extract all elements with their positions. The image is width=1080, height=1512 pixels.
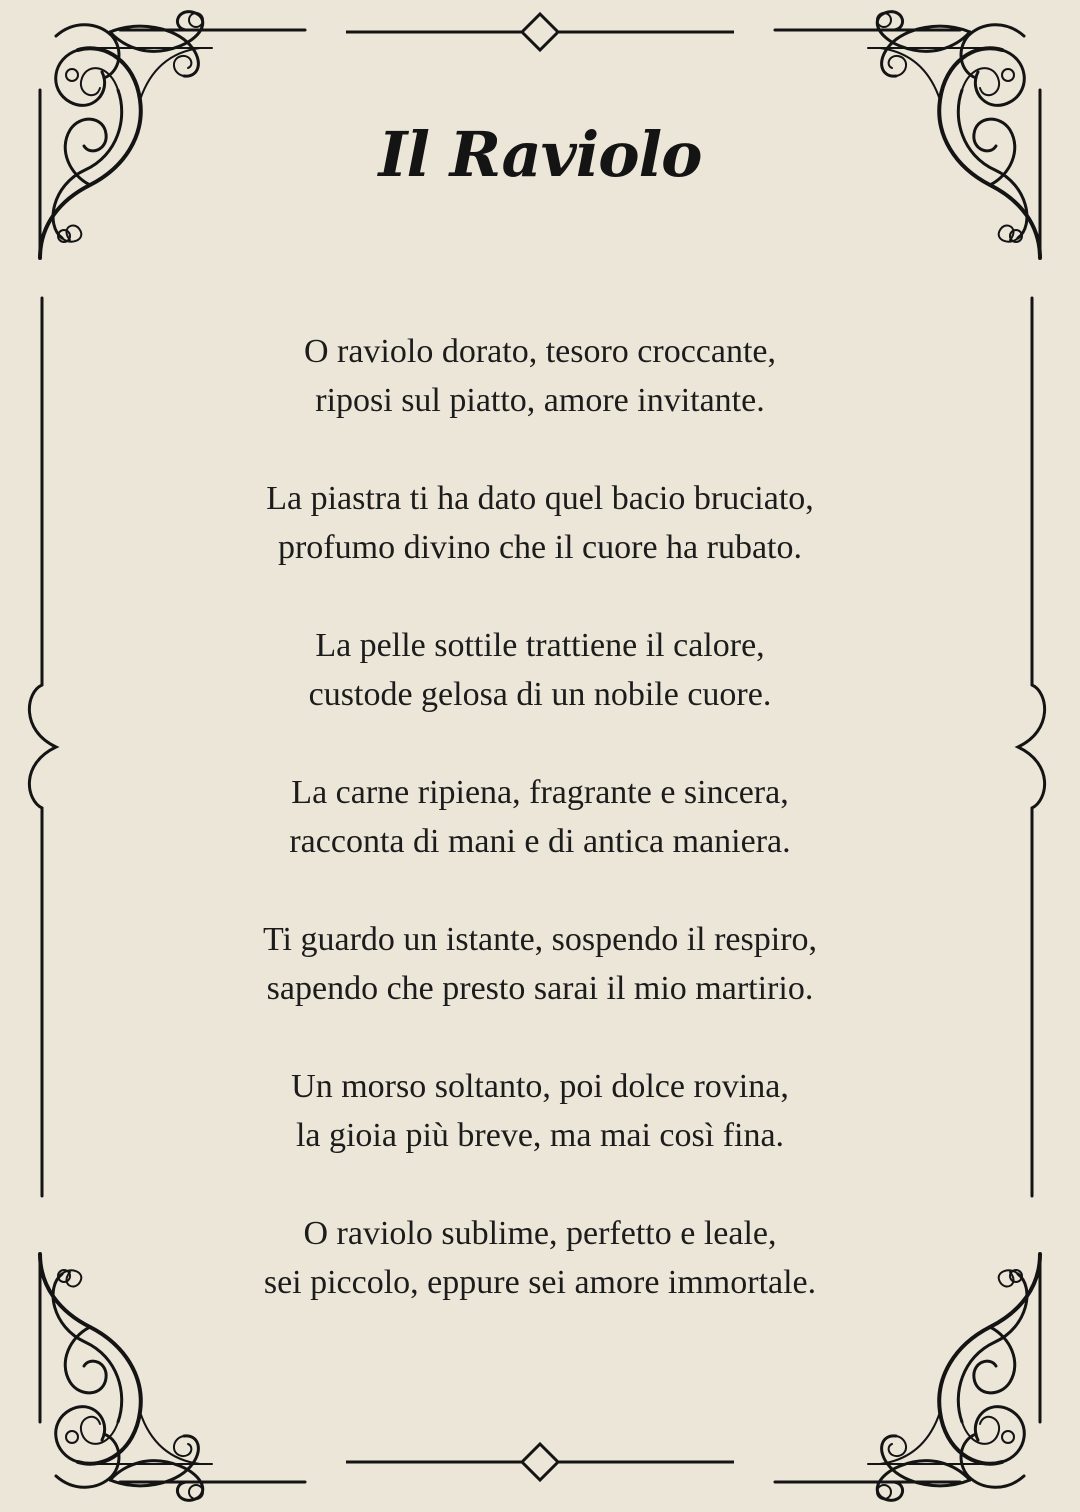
poem-line: La piastra ti ha dato quel bacio bruciato, [266, 480, 814, 517]
poem-line: sei piccolo, eppure sei amore immortale. [263, 1264, 817, 1301]
diamond-divider-icon [346, 1444, 734, 1480]
poem-line: O raviolo dorato, tesoro croccante, [303, 333, 777, 370]
stanza [150, 474, 930, 572]
poem-line: sapendo che presto sarai il mio martirio. [266, 970, 814, 1007]
poem-line: riposi sul piatto, amore invitante. [315, 382, 765, 419]
poem-line: Ti guardo un istante, sospendo il respiro, [262, 921, 818, 958]
diamond-divider-icon [346, 14, 734, 50]
poem-line: la gioia più breve, ma mai così fina. [295, 1117, 785, 1154]
stanza [150, 1062, 930, 1160]
stanza [150, 327, 930, 425]
page-title: Il Raviolo [378, 118, 702, 191]
poem-body [150, 327, 930, 1307]
poem-line: custode gelosa di un nobile cuore. [308, 676, 772, 713]
poem-line: racconta di mani e di antica maniera. [289, 823, 791, 860]
poem-line: La pelle sottile trattiene il calore, [315, 627, 765, 664]
poem-line: profumo divino che il cuore ha rubato. [277, 529, 802, 566]
poem-line: O raviolo sublime, perfetto e leale, [303, 1215, 777, 1252]
poem-line: La carne ripiena, fragrante e sincera, [291, 774, 789, 811]
stanza [150, 768, 930, 866]
stanza [150, 1209, 930, 1307]
stanza [150, 621, 930, 719]
stanza [150, 915, 930, 1013]
poem-line: Un morso soltanto, poi dolce rovina, [291, 1068, 789, 1105]
